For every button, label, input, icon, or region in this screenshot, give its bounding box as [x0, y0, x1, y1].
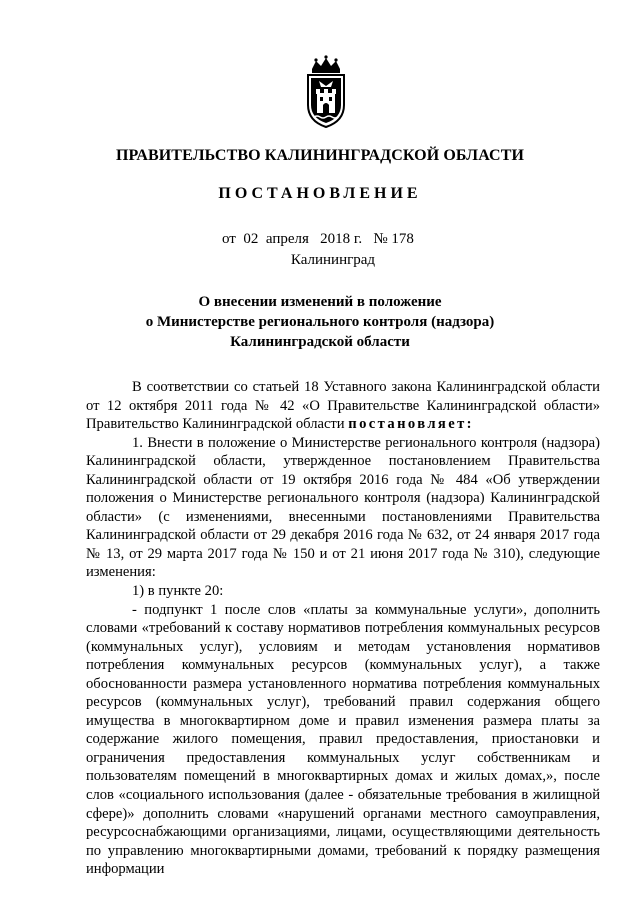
body-paragraph-preamble: [86, 378, 600, 434]
subject-line-2: о Министерстве регионального контроля (надзора): [145, 314, 495, 330]
body-paragraph-item-1: 1. Внести в положение о Министерстве регионального контроля (надзора) Калининградской области, утвержденное постановлением Правительства Калининградской области от 19 октября 2016 года № 484 «Об утверждении положения о Министерстве регионального контроля (надзора) Калининградской области» (с изменениями, внесенными постановлениями Правительства Калининградской области от 29 декабря 2016 года № 632, от 24 января 2017 года № 13, от 29 марта 2017 года № 150 и от 21 июня 2017 года № 310), следующие изменения:: [86, 434, 600, 581]
subject-line-1: О внесении изменений в положение: [198, 294, 442, 310]
government-title: ПРАВИТЕЛЬСТВО КАЛИНИНГРАДСКОЙ ОБЛАСТИ: [115, 147, 525, 164]
document-subject: [0, 292, 640, 352]
body-paragraph-subitem-1: 1) в пункте 20:: [132, 583, 224, 600]
resolves-keyword: постановляет:: [348, 416, 474, 433]
document-body: [86, 378, 600, 879]
preamble-text: В соответствии со статьей 18 Уставного закона Калининградской области от 12 октября 2011 года № 42 «О Правительстве Калининградской области» Правительство Калининградской области: [86, 379, 600, 433]
subject-line-3: Калининградской области: [230, 334, 410, 350]
city-name: Калининград: [290, 252, 376, 268]
coat-of-arms-emblem: [302, 55, 350, 129]
document-type-heading: ПОСТАНОВЛЕНИЕ: [218, 185, 422, 202]
body-paragraph-amendment: - подпункт 1 после слов «платы за коммунальные услуги», дополнить словами «требований к составу нормативов потребления коммунальных ресурсов (коммунальных услуг), условиям и методам установления нормативов потребления коммунальных ресурсов (коммунальных услуг), а также обоснованности размера установленного норматива потребления коммунальных ресурсов (коммунальных услуг), требований правил содержания общего имущества в многоквартирном доме и правил изменения размера платы за содержание жилого помещения, правил предоставления, приостановки и ограничения предоставления коммунальных услуг собственникам и пользователям помещений в многоквартирных домах и жилых домах,», после слов «социального использования (далее - обязательные требования в жилищной сфере)» дополнить словами «нарушений органами местного самоуправления, ресурсоснабжающими организациями, лицами, осуществляющими деятельность по управлению многоквартирными домами, требований к порядку размещения информации: [86, 601, 600, 878]
date-and-number: от 02 апреля 2018 г. № 178: [222, 231, 414, 247]
